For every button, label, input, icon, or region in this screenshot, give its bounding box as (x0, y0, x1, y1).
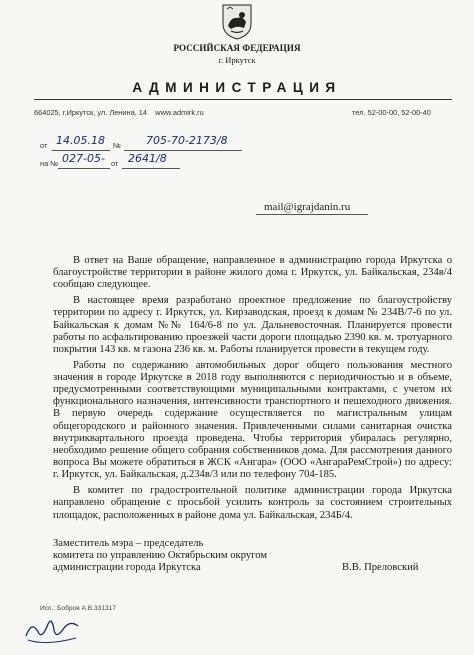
handwritten-initials-icon (22, 610, 82, 648)
header-divider (34, 99, 452, 100)
signature-line-2: комитета по управлению Октябрьским округом (53, 550, 268, 562)
reg-ref-from-label: от (111, 159, 119, 168)
reg-ref-date-underline (122, 168, 180, 169)
reg-date-underline (52, 150, 110, 151)
letterhead-address-line (34, 108, 204, 117)
paragraph-1: В ответ на Ваше обращение, направленное в администрацию города Иркутска о благоустройстве территории в районе жилого дома г. Иркутск, ул. Байкальская, 234в/4 сообщаю следующее. (53, 255, 452, 291)
reg-ref-date: 2641/8 (128, 152, 167, 165)
reg-ref-label: на № (40, 159, 59, 168)
letterhead-phone: тел. 52-00-00, 52-00-40 (352, 108, 431, 117)
letterhead-title: АДМИНИСТРАЦИЯ (132, 80, 342, 95)
reg-number-underline (124, 150, 242, 151)
letterhead-website: www.admirk.ru (155, 108, 204, 117)
letterhead-country: РОССИЙСКАЯ ФЕДЕРАЦИЯ (173, 43, 301, 53)
reg-date: 14.05.18 (56, 134, 105, 147)
reg-number-label: № (113, 141, 121, 150)
recipient-email-underline (256, 214, 368, 215)
reg-ref-number: 027-05- (62, 152, 105, 165)
signatory-name: В.В. Преловский (342, 562, 419, 573)
paragraph-2: В настоящее время разработано проектное предложение по благоустройству территории по адресу г. Иркутск, ул. Кирзаводская, проезд к домам № 234В/7-6 по ул. Байкальская к домам №№ 164/6-8 по ул. Дальневосточная. Планируется провести работы по асфальтированию проезжей части дороги площадью 2390 кв. м. тротуарного покрытия 143 кв. м газона 236 кв. м. Работы планируется провести в текущем году. (53, 295, 452, 355)
paragraph-4: В комитет по градостроительной политике администрации города Иркутска направлено обращение с просьбой усилить контроль за состоянием строительных площадок, расположенных в районе дома ул. Байкальская, 234Б/4. (53, 485, 452, 521)
reg-from-label: от (40, 141, 48, 150)
reg-ref-underline (58, 168, 110, 169)
letter-body (53, 255, 452, 525)
paragraph-3: Работы по содержанию автомобильных дорог общего пользования местного значения в городе Иркутске в 2018 году выполняются с периодичностью и в объеме, предусмотренными соответствующими муниципальными контрактами, с учетом их функционального назначения, интенсивности транспортного и пешеходного движения. В первую очередь содержание осуществляется по магистральным улицам общегородского и районного значения. Привлеченными силами санитарная очистка внутриквартального проезда проведена. Чтобы территория убиралась регулярно, необходимо решение общего собрания собственников дома. Для рассмотрения данного вопроса Вы можете обратиться в ЖСК «Ангара» (ООО «АнгараРемСтрой») по адресу: г. Иркутск, ул. Байкальская, д.234в/3 или по телефону 704-185. (53, 359, 452, 481)
letterhead-address: 664025, г.Иркутск, ул. Ленина, 14 (34, 108, 148, 117)
reg-number: 705-70-2173/8 (146, 134, 228, 147)
signature-position (53, 538, 267, 575)
signature-line-3: администрации города Иркутска (53, 562, 201, 574)
city-coat-of-arms-icon (222, 4, 252, 40)
signature-line-1: Заместитель мэра – председатель (53, 538, 204, 549)
recipient-email: mail@igrajdanin.ru (264, 201, 351, 213)
letterhead-city: г. Иркутск (218, 55, 256, 65)
executor-note: Исп.: Бобров А.В.331317 (40, 605, 117, 612)
